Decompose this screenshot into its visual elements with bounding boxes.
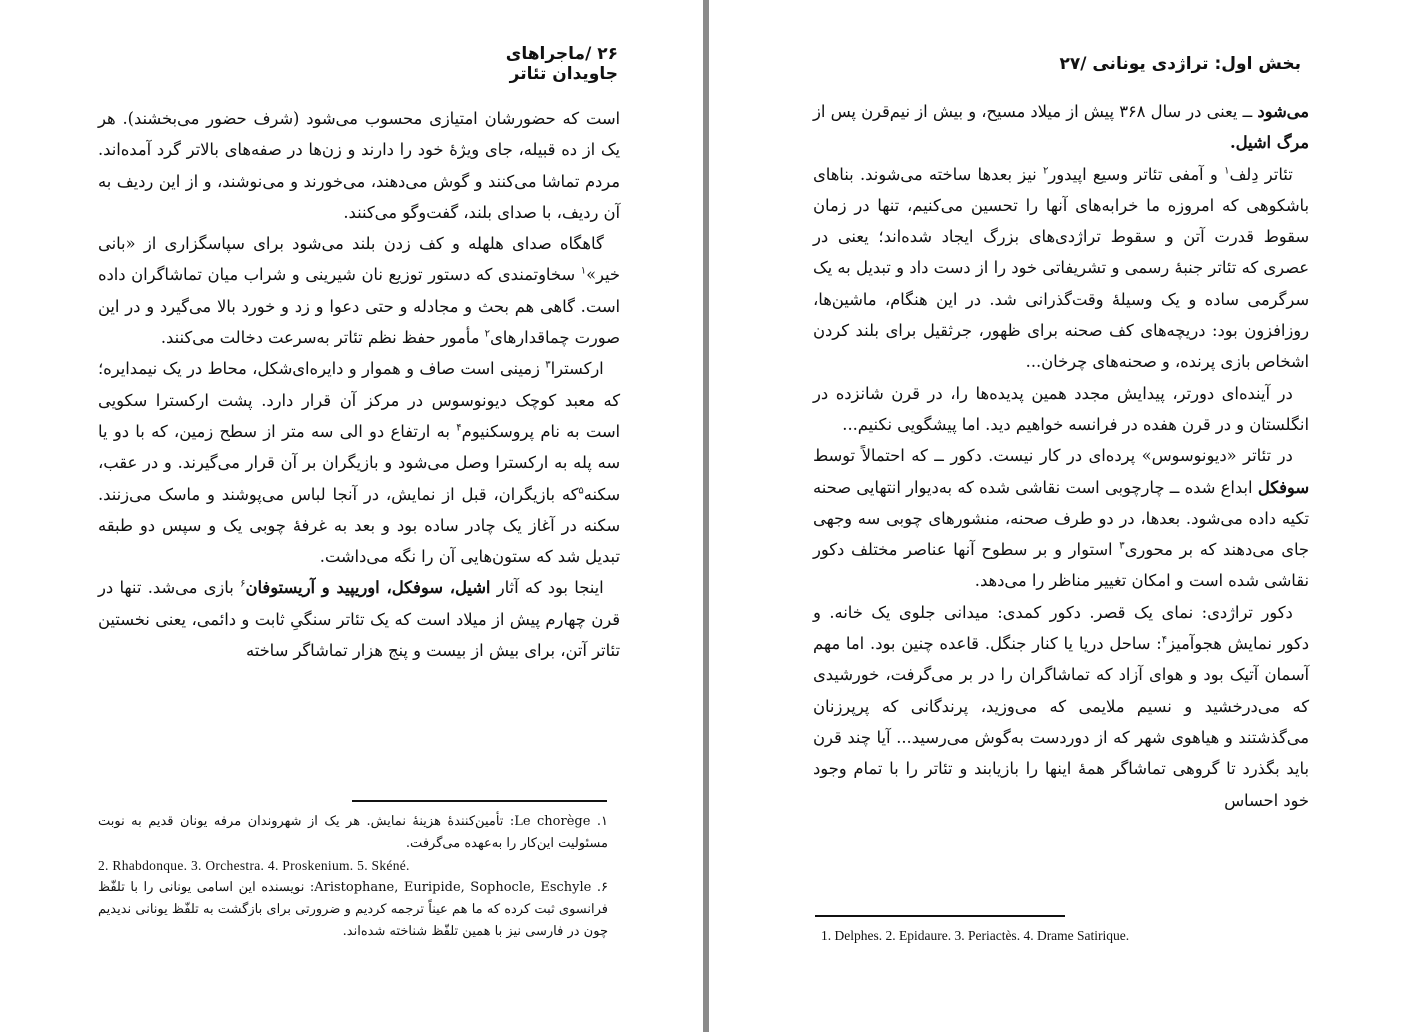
- footnote-ref: ۴: [1161, 634, 1168, 646]
- right-page: [709, 0, 1417, 1032]
- footnote-ref: ۱: [580, 266, 587, 278]
- footnote-ref: ۲: [1043, 165, 1049, 177]
- paragraph: می‌شود ــ یعنی در سال ۳۶۸ پیش از میلاد مسیح، و بیش از نیم‌قرن پس از مرگ اشیل.: [813, 102, 1309, 153]
- running-header-text: ۲۶ /ماجراهای جاویدان تئاتر: [505, 44, 618, 84]
- footnote: 2. Rhabdonque. 3. Orchestra. 4. Proskenium. 5. Skéné.: [98, 858, 410, 873]
- paragraph: در تئاتر «دیونوسوس» پرده‌ای در کار نیست. دکور ــ که احتمالاً توسط سوفکل ابداع شده ــ چارچوبی است نقاشی شده که به‌دیوار انتهایی صحنه تکیه داده می‌شود. بعدها، در دو طرف صحنه، منشورهای چوبی سه وجهی جای می‌دهند که بر محوری$^۳$ استوار و بر سطوح آنها عناصر مختلف دکور نقاشی شده است و امکان تغییر مناظر را می‌دهد.: [813, 446, 1309, 591]
- book-title: ماجراهای جاویدان تئاتر: [505, 44, 618, 84]
- paragraph: ارکسترا$^۳$ زمینی است صاف و هموار و دایره‌ای‌شکل، محاط در یک نیمدایره؛ که معبد کوچک دیونوسوس در مرکز آن قرار دارد. پشت ارکسترا سکویی است به نام پروسکنیوم$^۴$ به ارتفاع دو الی سه متر از سطح زمین، که با دو یا سه پله به ارکسترا وصل می‌شود و بازیگران بر آن قرار می‌گیرند. و در عقب، سکنه$^۵$که بازیگران، قبل از نمایش، در آنجا لباس می‌پوشند و ماسک می‌زنند. سکنه در آغاز یک چادر ساده بود و بعد به غرفهٔ چوبی یک و سپس دو طبقه تبدیل شد که ستون‌هایی آن را نگه می‌داشت.: [98, 359, 620, 567]
- footnote-ref: ۳: [545, 359, 551, 371]
- paragraph: دکور تراژدی: نمای یک قصر. دکور کمدی: میدانی جلوی یک خانه. و دکور نمایش هجوآمیز$^۴$: ساحل دریا یا کنار جنگل. قاعده چنین بود. اما مهم آسمان آتیک بود و هوای آزاد که تماشاگران را در بر می‌گرفت، خورشیدی که می‌درخشید و نسیم ملایمی که می‌وزید، پرندگانی که پرپرزنان می‌گذشتند و هیاهوی شهر که از دوردست به‌گوش می‌رسید... آیا چند قرن باید بگذرد تا گروهی تماشاگر همهٔ اینها را بازیابند و تئاتر را با تمام وجود خود احساس: [813, 602, 1310, 810]
- footnotes: [98, 811, 608, 943]
- section-title: بخش اول: تراژدی یونانی: [1092, 54, 1301, 74]
- footnote: ۶. Aristophane, Euripide, Sophocle, Eschyle: نویسنده این اسامی یونانی را با تلفّظ فرانسوی ثبت کرده که ما هم عیناً ترجمه کردیم و ضرورتی برای بازگشت به تلفّظ یونانی ندیدیم چون در فارسی نیز با همین تلفّظ شناخته شده‌اند.: [98, 880, 609, 939]
- page-number: ۲۷: [1059, 54, 1081, 74]
- running-header: [821, 50, 1301, 78]
- paragraph: است که حضورشان امتیازی محسوب می‌شود (شرف حضور می‌بخشند). هر یک از ده قبیله، جای ویژهٔ خود را دارند و زن‌ها در صفه‌های بالاتر گرد آمده‌اند. مردم تماشا می‌کنند و گوش می‌دهند، می‌خورند و می‌نوشند، و از این ردیف به آن ردیف، با صدای بلند، گفت‌وگو می‌کنند.: [98, 109, 620, 222]
- page-number: ۲۶: [597, 44, 618, 64]
- footnote-divider: [815, 915, 1065, 917]
- body-text: [98, 103, 620, 666]
- left-page: [0, 0, 703, 1032]
- paragraph: اینجا بود که آثار اشیل، سوفکل، اوریپید و آریستوفان$^۶$ بازی می‌شد. تنها در قرن چهارم پیش از میلاد است که یک تئاتر سنگیِ ثابت و دائمی، یعنی نخستین تئاتر آتن، برای بیش از بیست و پنج هزار تماشاگر ساخته: [98, 578, 620, 661]
- footnote-divider: [352, 800, 607, 802]
- paragraph: در آینده‌ای دورتر، پیدایش مجدد همین پدیده‌ها را، در قرن شانزده در انگلستان و در قرن هفده در فرانسه خواهیم دید. اما پیشگویی نکنیم...: [813, 383, 1309, 434]
- paragraph: تئاتر دِلف$^۱$ و آمفی تئاتر وسیع اپیدور$^۲$ نیز بعدها ساخته می‌شوند. بناهای باشکوهی که امروزه ما خرابه‌های آنها را تحسین می‌کنیم، تنها در زمان سقوط قدرت آتن و سقوط تراژدی‌های بزرگ ایجاد شده‌اند؛ یعنی در عصری که تئاتر جنبهٔ رسمی و تشریفاتی خود را از دست داد و تبدیل به یک سرگرمی ساده و یک وسیلهٔ وقت‌گذرانی شد. در این هنگام، ماشین‌ها، روزافزون بود: دریچه‌های کف صحنه برای ظهور، جرثقیل برای بلند کردن اشخاص بازی پرنده، و صحنه‌های چرخان...: [813, 164, 1309, 372]
- paragraph: گاهگاه صدای هلهله و کف زدن بلند می‌شود برای سپاسگزاری از «بانی خیر»$^۱$ سخاوتمندی که دستور توزیع نان شیرینی و شراب میان تماشاگران داده است. گاهی هم بحث و مجادله و حتی دعوا و زد و خورد بالا می‌گیرد و در این صورت چماقدارهای$^۲$ مأمور حفظ نظم تئاتر به‌سرعت دخالت می‌کنند.: [98, 234, 620, 348]
- body-text: [813, 96, 1309, 816]
- footnote-ref: ۳: [1119, 540, 1125, 552]
- footnote-ref: ۵: [578, 485, 584, 497]
- running-header: [448, 44, 618, 84]
- footnote-ref: ۱: [1224, 165, 1230, 177]
- footnote: ۱. Le chorège: تأمین‌کنندهٔ هزینهٔ نمایش. هر یک از شهروندان مرفه یونان قدیم به نوبت مسئولیت این‌کار را به‌عهده می‌گرفت.: [98, 814, 608, 851]
- footnotes: 1. Delphes. 2. Epidaure. 3. Periactès. 4. Drame Satirique.: [821, 928, 1130, 943]
- footnote-ref: ۶: [240, 579, 246, 591]
- playwright-names: اشیل، سوفکل، اوریپید و آریستوفان: [245, 578, 491, 598]
- footnote-ref: ۲: [484, 328, 490, 340]
- footnote-ref: ۴: [456, 422, 462, 434]
- running-header-text: بخش اول: تراژدی یونانی /۲۷: [1059, 54, 1301, 74]
